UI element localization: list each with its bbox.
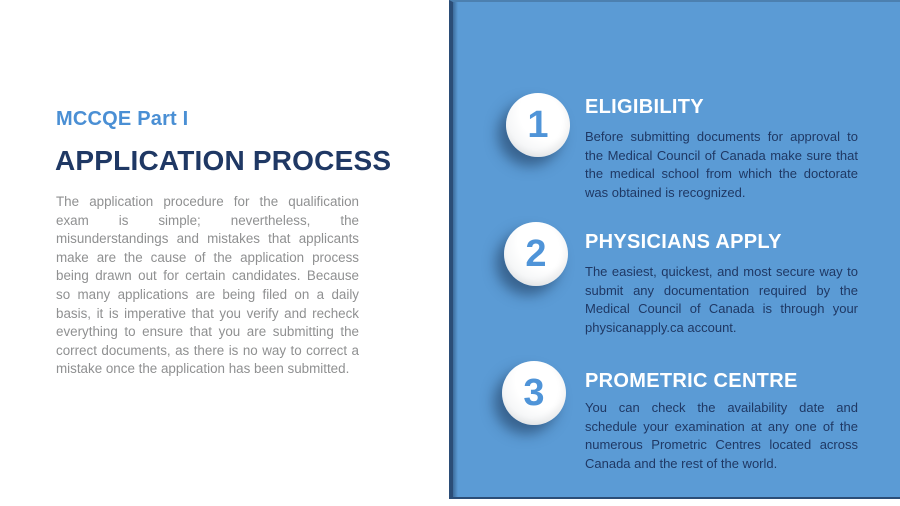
intro-paragraph: The application procedure for the qualification exam is simple; nevertheless, the misunderstandings and mistakes that applicants make are the cause of the application process being drawn out for certain candidates. Because so many applications are being filed on a daily basis, it is imperative that you verify and recheck everything to ensure that you are submitting the correct documents, as there is no way to correct a mistake once the application has been submitted.: [56, 194, 359, 377]
step-2-number-badge: [504, 222, 568, 286]
step-3-title: PROMETRIC CENTRE: [585, 370, 798, 392]
step-3-description: You can check the availability date and schedule your examination at any one of the numerous Prometric Centres located across Canada and the rest of the world.: [585, 400, 858, 471]
step-1-number: 1: [527, 104, 549, 146]
step-1-number-badge: [506, 93, 570, 157]
slide-eyebrow-mccqe: MCCQE Part I: [56, 108, 189, 130]
step-2-description: The easiest, quickest, and most secure way to submit any documentation required by the Medical Council of Canada is through your physicanapply.ca account.: [585, 264, 858, 335]
step-3-number-badge: [502, 361, 566, 425]
step-1-title: ELIGIBILITY: [585, 96, 704, 118]
step-3-number: 3: [523, 372, 545, 414]
panel-left-edge-shadow: [453, 2, 458, 497]
step-2-number: 2: [525, 233, 547, 275]
step-2-title: PHYSICIANS APPLY: [585, 231, 782, 253]
step-1-description: Before submitting documents for approval to the Medical Council of Canada make sure that the medical school from which the doctorate was obtained is recognized.: [585, 129, 858, 200]
slide-title: APPLICATION PROCESS: [55, 145, 392, 176]
